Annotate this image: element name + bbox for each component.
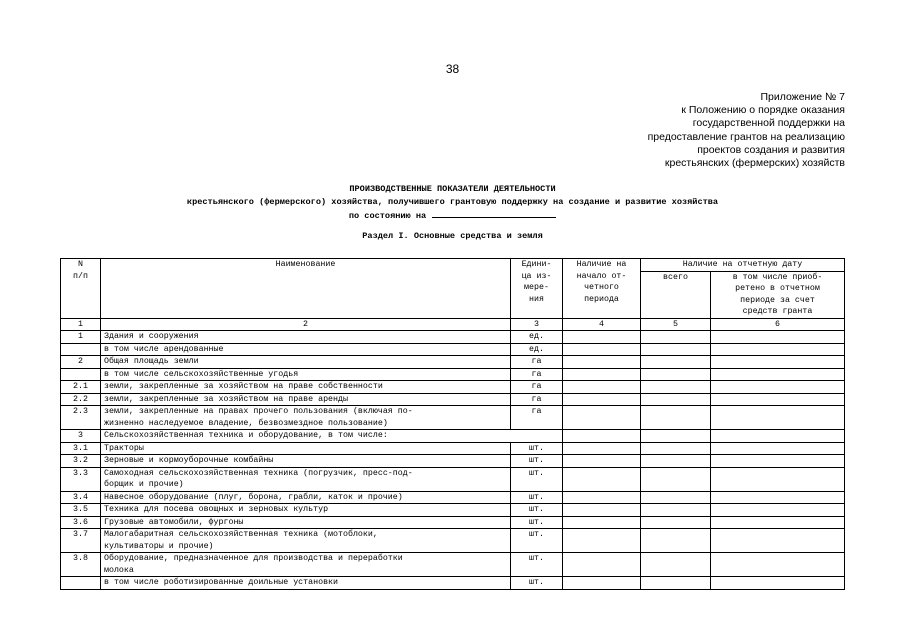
value-cell[interactable] (563, 455, 641, 468)
value-cell[interactable] (563, 343, 641, 356)
value-cell[interactable] (641, 368, 711, 381)
row-number (61, 368, 101, 381)
header-unit-text: Едини- (521, 260, 552, 269)
row-unit: шт. (511, 516, 563, 529)
table-header (61, 259, 845, 331)
row-name (101, 393, 511, 406)
value-cell[interactable] (641, 343, 711, 356)
row-unit: га (511, 381, 563, 394)
column-number-row (61, 318, 845, 331)
value-cell[interactable] (711, 553, 845, 577)
value-cell[interactable] (711, 381, 845, 394)
row-number: 2 (61, 356, 101, 369)
row-unit: шт. (511, 442, 563, 455)
value-cell[interactable] (563, 368, 641, 381)
table-row (61, 577, 845, 590)
row-unit: шт. (511, 455, 563, 468)
row-name (101, 331, 511, 344)
row-name-line: Техника для посева овощных и зерновых культур (104, 505, 329, 514)
header-unit-text: ца из- (521, 271, 552, 281)
row-name (101, 343, 511, 356)
value-cell[interactable] (563, 356, 641, 369)
column-number: 3 (511, 318, 563, 331)
row-name (101, 467, 511, 491)
row-number: 3.4 (61, 491, 101, 504)
row-name-line: Оборудование, предназначенное для производства и переработки (104, 554, 403, 563)
header-num (61, 259, 101, 319)
value-cell[interactable] (641, 529, 711, 553)
row-number: 3 (61, 430, 101, 443)
value-cell[interactable] (641, 331, 711, 344)
header-grant-text: ретено в отчетном (735, 284, 820, 293)
value-cell[interactable] (711, 343, 845, 356)
header-grant-text: периоде за счет (740, 295, 815, 305)
value-cell[interactable] (563, 331, 641, 344)
row-name-line: земли, закрепленные на правах прочего пользования (включая по- (104, 407, 413, 416)
header-grant (711, 271, 845, 318)
value-cell[interactable] (711, 516, 845, 529)
row-name (101, 381, 511, 394)
value-cell[interactable] (563, 491, 641, 504)
heading-title: ПРОИЗВОДСТВЕННЫЕ ПОКАЗАТЕЛИ ДЕЯТЕЛЬНОСТИ (349, 184, 556, 194)
row-name (101, 442, 511, 455)
header-row (61, 259, 845, 272)
value-cell[interactable] (641, 467, 711, 491)
appendix-line: государственной поддержки на (692, 117, 845, 130)
header-num-text: п/п (73, 271, 88, 281)
row-unit: га (511, 356, 563, 369)
row-unit: ед. (511, 331, 563, 344)
table-row (61, 430, 845, 443)
row-unit: шт. (511, 529, 563, 553)
heading-date-label: по состоянию на (348, 211, 427, 221)
value-cell[interactable] (563, 381, 641, 394)
header-name (101, 259, 511, 319)
table-body (61, 331, 845, 590)
value-cell[interactable] (711, 430, 845, 443)
header-start (563, 259, 641, 319)
header-grant-text: средств гранта (742, 307, 813, 316)
value-cell[interactable] (711, 504, 845, 517)
value-cell[interactable] (711, 491, 845, 504)
row-name (101, 406, 511, 430)
header-report-group (641, 259, 845, 272)
appendix-block (648, 91, 845, 170)
row-name-line: Навесное оборудование (плуг, борона, грабли, каток и прочие) (104, 492, 403, 502)
column-number: 1 (61, 318, 101, 331)
indicators-table (60, 258, 845, 590)
value-cell[interactable] (641, 406, 711, 430)
column-number: 5 (641, 318, 711, 331)
row-name (101, 455, 511, 468)
header-unit (511, 259, 563, 319)
row-name-line: молока (104, 565, 134, 575)
appendix-line: к Положению о порядке оказания (681, 104, 845, 117)
row-number: 2.2 (61, 393, 101, 406)
table-row (61, 516, 845, 529)
row-name-line: Грузовые автомобили, фургоны (104, 517, 244, 527)
value-cell[interactable] (711, 406, 845, 430)
table-row (61, 343, 845, 356)
header-report-group-text: Наличие на отчетную дату (682, 260, 803, 269)
row-unit: га (511, 368, 563, 381)
value-cell[interactable] (563, 467, 641, 491)
row-name-line: в том числе сельскохозяйственные угодья (104, 369, 299, 379)
value-cell[interactable] (711, 467, 845, 491)
row-name-line: Малогабаритная сельскохозяйственная техника (мотоблоки, (104, 530, 378, 539)
page-number: 38 (445, 62, 460, 76)
column-number: 6 (711, 318, 845, 331)
row-number (61, 577, 101, 590)
column-number: 4 (563, 318, 641, 331)
appendix-line: проектов создания и развития (697, 143, 845, 156)
row-unit: га (511, 406, 563, 430)
value-cell[interactable] (641, 442, 711, 455)
header-unit-text: ния (529, 294, 544, 304)
row-name-line: земли, закрепленные за хозяйством на праве собственности (104, 382, 383, 391)
value-cell[interactable] (641, 430, 711, 443)
value-cell[interactable] (711, 331, 845, 344)
table-row (61, 368, 845, 381)
value-cell[interactable] (563, 553, 641, 577)
row-name-line: Сельскохозяйственная техника и оборудование, в том числе: (104, 431, 388, 440)
row-name-line: в том числе арендованные (104, 344, 224, 354)
value-cell[interactable] (563, 406, 641, 430)
row-number: 2.3 (61, 406, 101, 430)
row-name (101, 577, 511, 590)
table-row (61, 491, 845, 504)
row-number: 3.2 (61, 455, 101, 468)
row-name-line: борщик и прочие) (104, 480, 184, 489)
value-cell[interactable] (563, 504, 641, 517)
value-cell[interactable] (563, 577, 641, 590)
row-name (101, 529, 511, 553)
value-cell[interactable] (711, 393, 845, 406)
header-unit-text: мере- (524, 283, 549, 292)
table-row (61, 442, 845, 455)
value-cell[interactable] (641, 491, 711, 504)
row-name (101, 368, 511, 381)
heading-subtitle: крестьянского (фермерского) хозяйства, получившего грантовую поддержку на создание и развитие хозяйства (186, 196, 719, 207)
table-row (61, 504, 845, 517)
row-number: 3.6 (61, 516, 101, 529)
row-unit: ед. (511, 343, 563, 356)
header-name-text: Наименование (275, 260, 336, 269)
row-name-line: Самоходная сельскохозяйственная техника (погрузчик, пресс-под- (104, 468, 413, 478)
appendix-line: крестьянских (фермерских) хозяйств (664, 157, 845, 170)
header-num-text: N (78, 260, 83, 269)
table-row (61, 381, 845, 394)
table-row (61, 553, 845, 577)
header-start-text: начало от- (576, 271, 627, 281)
row-name (101, 504, 511, 517)
row-unit: шт. (511, 504, 563, 517)
section-title: Раздел I. Основные средства и земля (362, 231, 543, 241)
value-cell[interactable] (711, 577, 845, 590)
table-row (61, 467, 845, 491)
value-cell[interactable] (711, 356, 845, 369)
value-cell[interactable] (641, 356, 711, 369)
row-unit: га (511, 393, 563, 406)
row-number: 3.3 (61, 467, 101, 491)
document-heading (0, 183, 905, 223)
row-number: 1 (61, 331, 101, 344)
value-cell[interactable] (641, 455, 711, 468)
row-name (101, 356, 511, 369)
row-number: 3.1 (61, 442, 101, 455)
row-name-line: Общая площадь земли (104, 357, 199, 366)
table-row (61, 455, 845, 468)
row-number (61, 343, 101, 356)
date-blank-field[interactable] (432, 208, 556, 218)
header-start-text: периода (584, 294, 619, 304)
value-cell[interactable] (711, 442, 845, 455)
value-cell[interactable] (563, 442, 641, 455)
value-cell[interactable] (711, 529, 845, 553)
row-number: 3.7 (61, 529, 101, 553)
value-cell[interactable] (641, 577, 711, 590)
row-name-line: в том числе роботизированные доильные установки (104, 578, 339, 587)
row-name-line: культиваторы и прочие) (104, 541, 214, 551)
table-row (61, 331, 845, 344)
value-cell[interactable] (563, 430, 641, 443)
column-number: 2 (101, 318, 511, 331)
header-total-text: всего (663, 272, 688, 282)
row-unit: шт. (511, 467, 563, 491)
value-cell[interactable] (711, 455, 845, 468)
header-start-text: Наличие на (576, 260, 627, 269)
row-name-line: Здания и сооружения (104, 332, 199, 341)
header-grant-text: в том числе приоб- (732, 272, 823, 282)
table-row (61, 356, 845, 369)
value-cell[interactable] (641, 393, 711, 406)
heading-date-line (0, 208, 905, 223)
table-row (61, 406, 845, 430)
table-row (61, 393, 845, 406)
header-start-text: четного (584, 283, 619, 292)
value-cell[interactable] (711, 368, 845, 381)
value-cell[interactable] (641, 381, 711, 394)
header-total (641, 271, 711, 318)
value-cell[interactable] (641, 504, 711, 517)
row-name (101, 516, 511, 529)
row-name (101, 430, 563, 443)
value-cell[interactable] (563, 529, 641, 553)
row-unit: шт. (511, 491, 563, 504)
value-cell[interactable] (641, 516, 711, 529)
row-name-line: жизненно наследуемое владение, безвозмездное пользование) (104, 418, 388, 428)
row-name (101, 491, 511, 504)
row-number: 3.5 (61, 504, 101, 517)
row-number: 2.1 (61, 381, 101, 394)
row-name-line: земли, закрепленные за хозяйством на праве аренды (104, 394, 348, 404)
value-cell[interactable] (641, 553, 711, 577)
table-row (61, 529, 845, 553)
row-name (101, 553, 511, 577)
row-unit: шт. (511, 577, 563, 590)
appendix-line: предоставление грантов на реализацию (647, 130, 845, 143)
row-name-line: Зерновые и кормоуборочные комбайны (104, 456, 274, 465)
row-unit: шт. (511, 553, 563, 577)
appendix-title: Приложение № 7 (760, 91, 845, 103)
row-name-line: Тракторы (104, 443, 144, 453)
value-cell[interactable] (563, 393, 641, 406)
row-number: 3.8 (61, 553, 101, 577)
value-cell[interactable] (563, 516, 641, 529)
